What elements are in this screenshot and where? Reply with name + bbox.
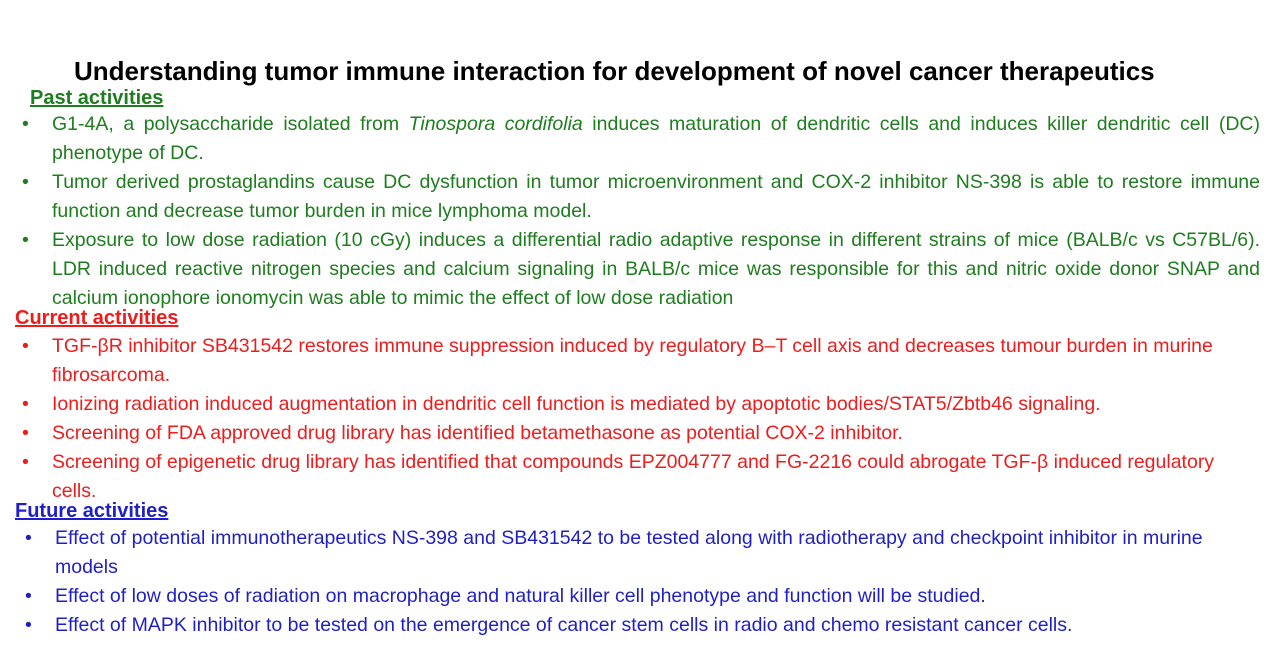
species-name: Tinospora cordifolia [408, 113, 583, 135]
past-activities-list [22, 110, 1260, 313]
bullet-icon: • [25, 614, 32, 636]
current-activities-heading: Current activities [15, 307, 179, 329]
future-activities-heading: Future activities [15, 500, 169, 522]
list-item [25, 582, 1245, 611]
bullet-icon: • [22, 229, 29, 251]
page-title: Understanding tumor immune interaction for development of novel cancer therapeutics [74, 56, 1155, 86]
item-text: Screening of FDA approved drug library has identified betamethasone as potential COX-2 inhibitor. [52, 422, 903, 444]
bullet-icon: • [22, 393, 29, 415]
bullet-icon: • [22, 451, 29, 473]
item-text-post: induces maturation of dendritic cells and induces killer dendritic cell (DC) phenotype of DC. [52, 113, 1260, 164]
item-text: TGF-βR inhibitor SB431542 restores immune suppression induced by regulatory B–T cell axis and decreases tumour burden in murine fibrosarcoma. [52, 335, 1213, 386]
list-item [22, 448, 1262, 506]
current-activities-list [22, 332, 1262, 506]
future-activities-list [25, 524, 1245, 640]
bullet-icon: • [22, 171, 29, 193]
list-item [22, 332, 1262, 390]
item-text: Effect of low doses of radiation on macrophage and natural killer cell phenotype and function will be studied. [55, 585, 986, 607]
bullet-icon: • [25, 585, 32, 607]
list-item [22, 168, 1260, 226]
list-item [22, 110, 1260, 168]
item-text: Ionizing radiation induced augmentation in dendritic cell function is mediated by apoptotic bodies/STAT5/Zbtb46 signaling. [52, 393, 1101, 415]
item-text: Exposure to low dose radiation (10 cGy) induces a differential radio adaptive response in different strains of mice (BALB/c vs C57BL/6). LDR induced reactive nitrogen species and calcium signaling in BALB/c mice was responsible for this and nitric oxide donor SNAP and calcium ionophore ionomycin was able to mimic the effect of low dose radiation [52, 229, 1260, 309]
list-item [25, 524, 1245, 582]
item-text: Effect of potential immunotherapeutics NS-398 and SB431542 to be tested along with radiotherapy and checkpoint inhibitor in murine models [55, 527, 1203, 578]
past-activities-heading: Past activities [30, 87, 164, 109]
bullet-icon: • [22, 422, 29, 444]
item-text: Tumor derived prostaglandins cause DC dysfunction in tumor microenvironment and COX-2 inhibitor NS-398 is able to restore immune function and decrease tumor burden in mice lymphoma model. [52, 171, 1260, 222]
item-text: Effect of MAPK inhibitor to be tested on the emergence of cancer stem cells in radio and chemo resistant cancer cells. [55, 614, 1073, 636]
list-item [22, 390, 1262, 419]
list-item [25, 611, 1245, 640]
item-text-pre: G1-4A, a polysaccharide isolated from [52, 113, 409, 135]
list-item [22, 226, 1260, 313]
bullet-icon: • [22, 113, 29, 135]
item-text: Screening of epigenetic drug library has identified that compounds EPZ004777 and FG-2216 could abrogate TGF-β induced regulatory cells. [52, 451, 1215, 502]
list-item [22, 419, 1262, 448]
bullet-icon: • [22, 335, 29, 357]
bullet-icon: • [25, 527, 32, 549]
